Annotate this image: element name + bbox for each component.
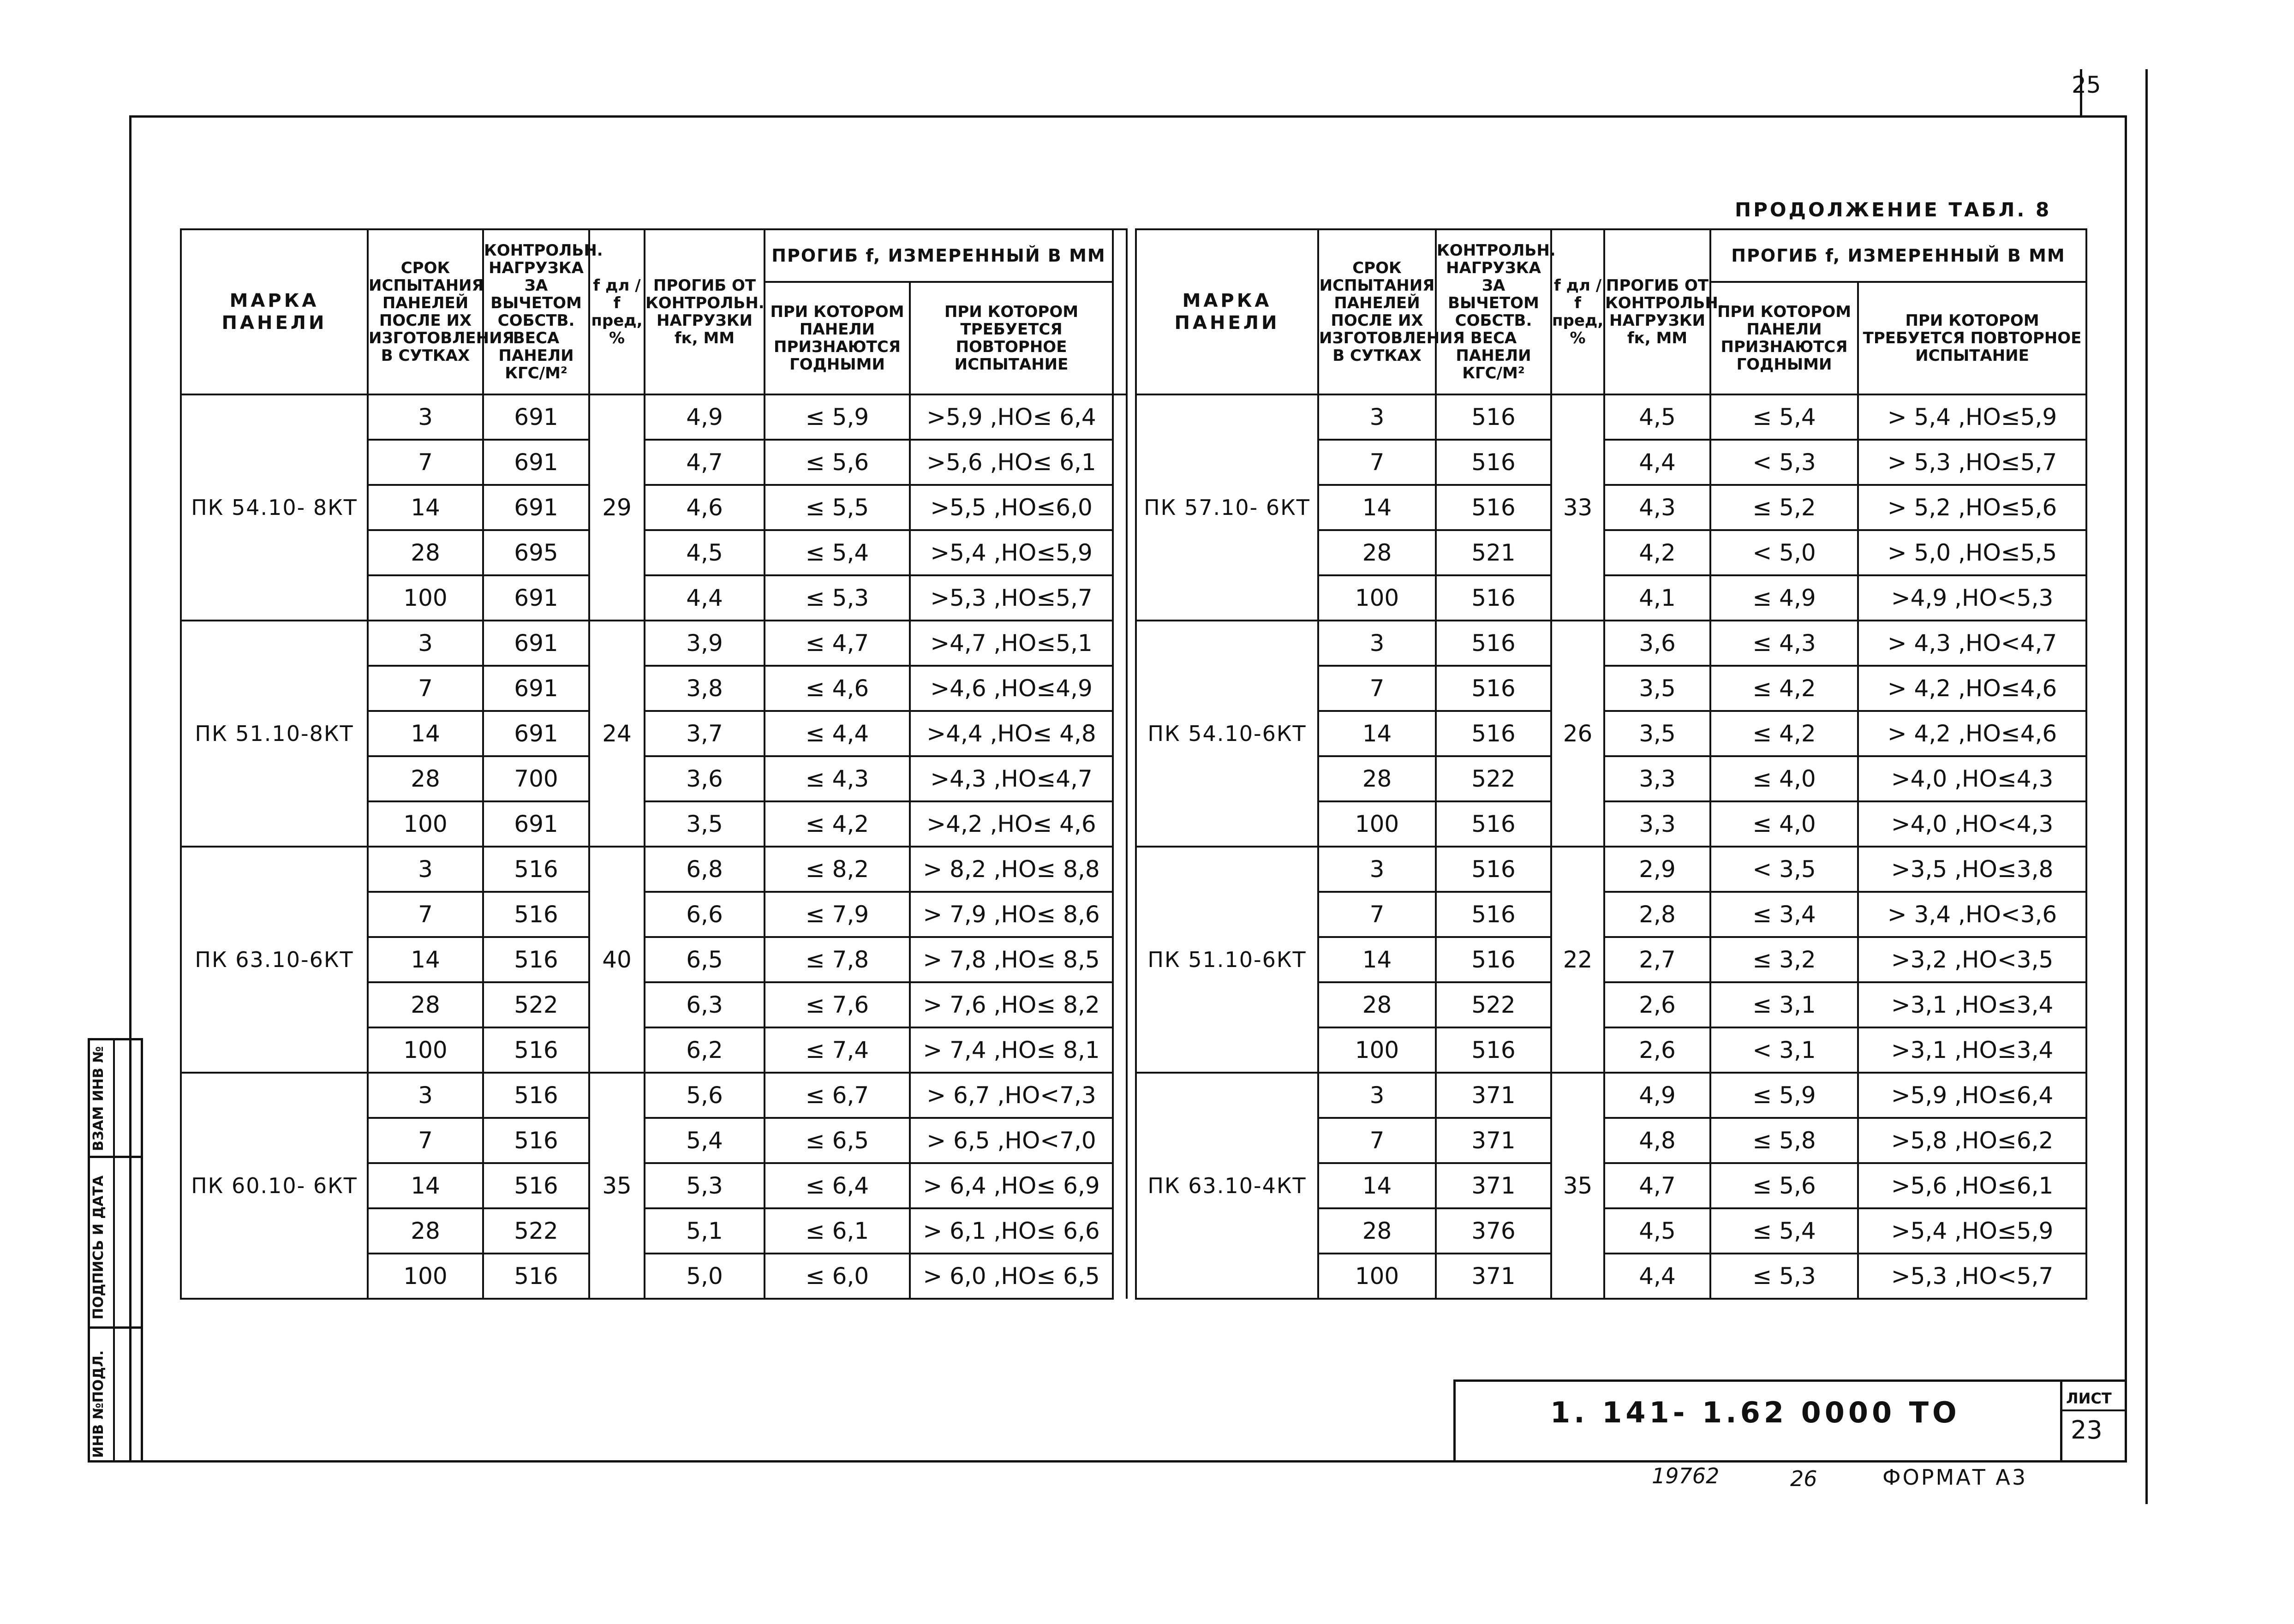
- good-cell: ≤ 4,2: [765, 801, 910, 847]
- load-cell: 516: [483, 847, 589, 892]
- retest-cell: >4,0 ,НО<4,3: [1858, 801, 2086, 847]
- deflection-cell: 2,9: [1604, 847, 1710, 892]
- table-gap: [1113, 394, 1127, 440]
- good-cell: ≤ 3,2: [1710, 937, 1858, 982]
- panel-mark: ПК 51.10-6КТ: [1136, 847, 1318, 1073]
- good-cell: ≤ 5,4: [765, 530, 910, 575]
- deflection-cell: 3,3: [1604, 801, 1710, 847]
- stamp-top: [88, 1038, 143, 1040]
- ratio-cell: 33: [1551, 394, 1604, 621]
- header-measured: ПРОГИБ f, ИЗМЕРЕННЫЙ В ММ: [765, 229, 1113, 282]
- table-gap: [1113, 621, 1127, 666]
- retest-cell: >5,6 ,НО≤6,1: [1858, 1163, 2086, 1208]
- frame-bottom: [88, 1460, 2127, 1463]
- retest-cell: > 6,0 ,НО≤ 6,5: [910, 1254, 1113, 1299]
- retest-cell: > 7,4 ,НО≤ 8,1: [910, 1027, 1113, 1073]
- load-cell: 691: [483, 440, 589, 485]
- good-cell: ≤ 6,5: [765, 1118, 910, 1163]
- deflection-cell: 4,6: [645, 485, 765, 530]
- load-cell: 522: [1436, 756, 1551, 801]
- stamp-right: [141, 1038, 143, 1463]
- deflection-cell: 5,6: [645, 1073, 765, 1118]
- table-caption: ПРОДОЛЖЕНИЕ ТАБЛ. 8: [1735, 198, 2052, 221]
- good-cell: ≤ 5,8: [1710, 1118, 1858, 1163]
- load-cell: 691: [483, 575, 589, 621]
- header-mark: МАРКА ПАНЕЛИ: [181, 229, 368, 394]
- panel-mark: ПК 63.10-6КТ: [181, 847, 368, 1073]
- deflection-cell: 6,5: [645, 937, 765, 982]
- deflection-cell: 3,6: [1604, 621, 1710, 666]
- retest-cell: >3,5 ,НО≤3,8: [1858, 847, 2086, 892]
- term-cell: 14: [368, 937, 483, 982]
- good-cell: ≤ 4,0: [1710, 756, 1858, 801]
- deflection-cell: 4,5: [1604, 1208, 1710, 1254]
- load-cell: 371: [1436, 1073, 1551, 1118]
- table-gap: [1113, 1208, 1127, 1254]
- sheet-value: 23: [2071, 1415, 2103, 1445]
- retest-cell: > 6,1 ,НО≤ 6,6: [910, 1208, 1113, 1254]
- term-cell: 100: [1318, 801, 1436, 847]
- term-cell: 28: [368, 1208, 483, 1254]
- table-left-body: [181, 394, 1127, 1299]
- retest-cell: >4,4 ,НО≤ 4,8: [910, 711, 1113, 756]
- ratio-cell: 35: [589, 1073, 645, 1299]
- deflection-cell: 4,7: [645, 440, 765, 485]
- header-mark: МАРКА ПАНЕЛИ: [1136, 229, 1318, 394]
- load-cell: 516: [1436, 440, 1551, 485]
- term-cell: 100: [1318, 1027, 1436, 1073]
- good-cell: < 3,1: [1710, 1027, 1858, 1073]
- retest-cell: > 5,4 ,НО≤5,9: [1858, 394, 2086, 440]
- retest-cell: > 6,4 ,НО≤ 6,9: [910, 1163, 1113, 1208]
- deflection-cell: 4,3: [1604, 485, 1710, 530]
- term-cell: 7: [1318, 666, 1436, 711]
- header-deflection: ПРОГИБ ОТ КОНТРОЛЬН. НАГРУЗКИ fк, ММ: [645, 229, 765, 394]
- deflection-cell: 2,8: [1604, 892, 1710, 937]
- retest-cell: > 4,2 ,НО≤4,6: [1858, 711, 2086, 756]
- good-cell: ≤ 5,4: [1710, 394, 1858, 440]
- load-cell: 516: [1436, 892, 1551, 937]
- header-ratio: f дл / f пред, %: [589, 229, 645, 394]
- good-cell: ≤ 7,6: [765, 982, 910, 1027]
- term-cell: 100: [368, 575, 483, 621]
- deflection-cell: 4,4: [1604, 440, 1710, 485]
- deflection-cell: 4,5: [645, 530, 765, 575]
- deflection-cell: 5,0: [645, 1254, 765, 1299]
- good-cell: ≤ 6,0: [765, 1254, 910, 1299]
- term-cell: 28: [1318, 756, 1436, 801]
- panel-mark: ПК 57.10- 6КТ: [1136, 394, 1318, 621]
- good-cell: ≤ 5,3: [765, 575, 910, 621]
- deflection-cell: 4,4: [1604, 1254, 1710, 1299]
- term-cell: 100: [368, 801, 483, 847]
- stamp-div2: [88, 1326, 143, 1329]
- term-cell: 3: [1318, 621, 1436, 666]
- good-cell: ≤ 5,4: [1710, 1208, 1858, 1254]
- retest-cell: >5,4 ,НО≤5,9: [1858, 1208, 2086, 1254]
- deflection-cell: 5,4: [645, 1118, 765, 1163]
- term-cell: 14: [1318, 485, 1436, 530]
- load-cell: 522: [1436, 982, 1551, 1027]
- load-cell: 691: [483, 711, 589, 756]
- stamp-label-inv: ИНВ №ПОДЛ.: [90, 1350, 107, 1458]
- term-cell: 100: [1318, 1254, 1436, 1299]
- deflection-cell: 6,6: [645, 892, 765, 937]
- retest-cell: >4,6 ,НО≤4,9: [910, 666, 1113, 711]
- term-cell: 7: [1318, 1118, 1436, 1163]
- load-cell: 516: [483, 1073, 589, 1118]
- good-cell: < 5,0: [1710, 530, 1858, 575]
- titleblock-left: [1453, 1379, 1456, 1463]
- retest-cell: >4,2 ,НО≤ 4,6: [910, 801, 1113, 847]
- table-gap: [1113, 530, 1127, 575]
- titleblock-top: [1453, 1379, 2127, 1382]
- load-cell: 691: [483, 394, 589, 440]
- table-gap: [1113, 711, 1127, 756]
- retest-cell: >5,8 ,НО≤6,2: [1858, 1118, 2086, 1163]
- load-cell: 516: [483, 1163, 589, 1208]
- table-row: [181, 847, 1127, 892]
- header-load: КОНТРОЛЬН. НАГРУЗКА ЗА ВЫЧЕТОМ СОБСТВ. ВЕСА ПАНЕЛИ КГС/М²: [483, 229, 589, 394]
- retest-cell: > 3,4 ,НО<3,6: [1858, 892, 2086, 937]
- table-gap: [1113, 847, 1127, 892]
- sheet-label: ЛИСТ: [2066, 1390, 2112, 1407]
- load-cell: 516: [1436, 801, 1551, 847]
- table-gap: [1113, 892, 1127, 937]
- load-cell: 371: [1436, 1118, 1551, 1163]
- load-cell: 516: [483, 892, 589, 937]
- header-retest: ПРИ КОТОРОМ ТРЕБУЕТСЯ ПОВТОРНОЕ ИСПЫТАНИЕ: [1858, 282, 2086, 394]
- deflection-cell: 4,5: [1604, 394, 1710, 440]
- good-cell: ≤ 5,9: [765, 394, 910, 440]
- load-cell: 371: [1436, 1254, 1551, 1299]
- load-cell: 516: [1436, 666, 1551, 711]
- term-cell: 14: [1318, 711, 1436, 756]
- header-good: ПРИ КОТОРОМ ПАНЕЛИ ПРИЗНАЮТСЯ ГОДНЫМИ: [1710, 282, 1858, 394]
- deflection-cell: 6,3: [645, 982, 765, 1027]
- term-cell: 3: [368, 847, 483, 892]
- table-gap: [1113, 1027, 1127, 1073]
- load-cell: 516: [1436, 575, 1551, 621]
- header-term: СРОК ИСПЫТАНИЯ ПАНЕЛЕЙ ПОСЛЕ ИХ ИЗГОТОВЛЕНИЯ В СУТКАХ: [1318, 229, 1436, 394]
- deflection-cell: 2,6: [1604, 1027, 1710, 1073]
- good-cell: ≤ 4,7: [765, 621, 910, 666]
- deflection-cell: 3,5: [1604, 666, 1710, 711]
- frame-right: [2125, 115, 2127, 1463]
- retest-cell: >4,0 ,НО≤4,3: [1858, 756, 2086, 801]
- term-cell: 3: [368, 621, 483, 666]
- term-cell: 14: [1318, 937, 1436, 982]
- header-retest: ПРИ КОТОРОМ ТРЕБУЕТСЯ ПОВТОРНОЕ ИСПЫТАНИЕ: [910, 282, 1113, 394]
- stamp-label-sign: ПОДПИСЬ И ДАТА: [90, 1175, 107, 1320]
- good-cell: ≤ 7,4: [765, 1027, 910, 1073]
- deflection-cell: 3,8: [645, 666, 765, 711]
- load-cell: 700: [483, 756, 589, 801]
- table-row: [1136, 621, 2086, 666]
- load-cell: 516: [1436, 847, 1551, 892]
- stamp-mid: [113, 1038, 115, 1463]
- retest-cell: >5,6 ,НО≤ 6,1: [910, 440, 1113, 485]
- stamp-div1: [88, 1156, 143, 1158]
- good-cell: ≤ 5,5: [765, 485, 910, 530]
- retest-cell: > 6,5 ,НО<7,0: [910, 1118, 1113, 1163]
- load-cell: 516: [483, 1027, 589, 1073]
- stamp-left: [88, 1038, 90, 1463]
- term-cell: 7: [1318, 892, 1436, 937]
- table-row: [1136, 847, 2086, 892]
- panel-mark: ПК 51.10-8КТ: [181, 621, 368, 847]
- retest-cell: >5,3 ,НО<5,7: [1858, 1254, 2086, 1299]
- header-ratio: f дл / f пред, %: [1551, 229, 1604, 394]
- deflection-cell: 3,7: [645, 711, 765, 756]
- good-cell: ≤ 5,2: [1710, 485, 1858, 530]
- retest-cell: > 5,0 ,НО≤5,5: [1858, 530, 2086, 575]
- deflection-cell: 4,9: [1604, 1073, 1710, 1118]
- term-cell: 28: [1318, 982, 1436, 1027]
- good-cell: ≤ 5,6: [765, 440, 910, 485]
- load-cell: 516: [1436, 485, 1551, 530]
- load-cell: 516: [1436, 711, 1551, 756]
- titleblock-sheet-line: [2060, 1409, 2127, 1411]
- panel-mark: ПК 54.10- 8КТ: [181, 394, 368, 621]
- table-row: [1136, 1073, 2086, 1118]
- term-cell: 3: [368, 1073, 483, 1118]
- good-cell: ≤ 5,9: [1710, 1073, 1858, 1118]
- good-cell: ≤ 6,7: [765, 1073, 910, 1118]
- good-cell: ≤ 3,4: [1710, 892, 1858, 937]
- retest-cell: > 4,3 ,НО<4,7: [1858, 621, 2086, 666]
- load-cell: 516: [483, 937, 589, 982]
- term-cell: 3: [1318, 394, 1436, 440]
- retest-cell: >4,3 ,НО≤4,7: [910, 756, 1113, 801]
- good-cell: ≤ 6,4: [765, 1163, 910, 1208]
- load-cell: 516: [483, 1118, 589, 1163]
- format-label: ФОРМАТ А3: [1882, 1465, 2028, 1490]
- table-gap: [1113, 575, 1127, 621]
- good-cell: ≤ 5,3: [1710, 1254, 1858, 1299]
- load-cell: 522: [483, 1208, 589, 1254]
- deflection-cell: 4,8: [1604, 1118, 1710, 1163]
- retest-cell: >5,5 ,НО≤6,0: [910, 485, 1113, 530]
- frame-left: [129, 115, 131, 1463]
- deflection-cell: 4,2: [1604, 530, 1710, 575]
- good-cell: ≤ 7,8: [765, 937, 910, 982]
- table-row: [1136, 394, 2086, 440]
- deflection-cell: 5,3: [645, 1163, 765, 1208]
- term-cell: 3: [1318, 847, 1436, 892]
- retest-cell: >5,9 ,НО≤6,4: [1858, 1073, 2086, 1118]
- retest-cell: > 4,2 ,НО≤4,6: [1858, 666, 2086, 711]
- term-cell: 28: [1318, 530, 1436, 575]
- table-right: [1135, 228, 2087, 1300]
- retest-cell: >3,1 ,НО≤3,4: [1858, 1027, 2086, 1073]
- deflection-cell: 6,2: [645, 1027, 765, 1073]
- table-gap: [1113, 1254, 1127, 1299]
- header-load: КОНТРОЛЬН. НАГРУЗКА ЗА ВЫЧЕТОМ СОБСТВ. ВЕСА ПАНЕЛИ КГС/М²: [1436, 229, 1551, 394]
- table-gap: [1113, 1073, 1127, 1118]
- term-cell: 3: [1318, 1073, 1436, 1118]
- load-cell: 691: [483, 621, 589, 666]
- header-deflection: ПРОГИБ ОТ КОНТРОЛЬН. НАГРУЗКИ fк, ММ: [1604, 229, 1710, 394]
- header-measured: ПРОГИБ f, ИЗМЕРЕННЫЙ В ММ: [1710, 229, 2086, 282]
- table-row: [181, 394, 1127, 440]
- stamp-label-vzam: ВЗАМ ИНВ №: [90, 1046, 107, 1151]
- ratio-cell: 35: [1551, 1073, 1604, 1299]
- deflection-cell: 5,1: [645, 1208, 765, 1254]
- table-gap: [1113, 937, 1127, 982]
- ratio-cell: 40: [589, 847, 645, 1073]
- retest-cell: > 7,9 ,НО≤ 8,6: [910, 892, 1113, 937]
- ratio-cell: 22: [1551, 847, 1604, 1073]
- term-cell: 7: [368, 892, 483, 937]
- term-cell: 100: [368, 1254, 483, 1299]
- handwritten-number: 19762: [1652, 1463, 1720, 1488]
- load-cell: 516: [1436, 394, 1551, 440]
- retest-cell: > 6,7 ,НО<7,3: [910, 1073, 1113, 1118]
- good-cell: ≤ 7,9: [765, 892, 910, 937]
- table-gap: [1113, 440, 1127, 485]
- trim-line: [2145, 69, 2148, 1504]
- retest-cell: > 8,2 ,НО≤ 8,8: [910, 847, 1113, 892]
- retest-cell: > 5,2 ,НО≤5,6: [1858, 485, 2086, 530]
- retest-cell: >4,7 ,НО≤5,1: [910, 621, 1113, 666]
- table-gap: [1113, 1163, 1127, 1208]
- good-cell: < 3,5: [1710, 847, 1858, 892]
- deflection-cell: 4,1: [1604, 575, 1710, 621]
- term-cell: 100: [1318, 575, 1436, 621]
- deflection-cell: 3,3: [1604, 756, 1710, 801]
- table-row: [181, 1073, 1127, 1118]
- good-cell: ≤ 4,0: [1710, 801, 1858, 847]
- term-cell: 100: [368, 1027, 483, 1073]
- table-gap: [1113, 229, 1127, 394]
- term-cell: 7: [1318, 440, 1436, 485]
- good-cell: ≤ 4,6: [765, 666, 910, 711]
- deflection-cell: 3,6: [645, 756, 765, 801]
- table-gap: [1113, 1118, 1127, 1163]
- header-good: ПРИ КОТОРОМ ПАНЕЛИ ПРИЗНАЮТСЯ ГОДНЫМИ: [765, 282, 910, 394]
- handwritten-number-2: 26: [1790, 1466, 1817, 1491]
- load-cell: 516: [1436, 1027, 1551, 1073]
- titleblock-sheet-divider: [2060, 1379, 2062, 1463]
- retest-cell: >4,9 ,НО<5,3: [1858, 575, 2086, 621]
- good-cell: ≤ 8,2: [765, 847, 910, 892]
- deflection-cell: 3,5: [645, 801, 765, 847]
- table-gap: [1113, 485, 1127, 530]
- good-cell: ≤ 4,2: [1710, 711, 1858, 756]
- term-cell: 7: [368, 1118, 483, 1163]
- term-cell: 28: [1318, 1208, 1436, 1254]
- load-cell: 691: [483, 666, 589, 711]
- good-cell: < 5,3: [1710, 440, 1858, 485]
- load-cell: 516: [1436, 937, 1551, 982]
- table-gap: [1113, 756, 1127, 801]
- retest-cell: > 7,6 ,НО≤ 8,2: [910, 982, 1113, 1027]
- good-cell: ≤ 4,2: [1710, 666, 1858, 711]
- load-cell: 691: [483, 485, 589, 530]
- term-cell: 14: [1318, 1163, 1436, 1208]
- ratio-cell: 24: [589, 621, 645, 847]
- term-cell: 14: [368, 711, 483, 756]
- good-cell: ≤ 3,1: [1710, 982, 1858, 1027]
- deflection-cell: 4,7: [1604, 1163, 1710, 1208]
- header-term: СРОК ИСПЫТАНИЯ ПАНЕЛЕЙ ПОСЛЕ ИХ ИЗГОТОВЛЕНИЯ В СУТКАХ: [368, 229, 483, 394]
- retest-cell: > 5,3 ,НО≤5,7: [1858, 440, 2086, 485]
- ratio-cell: 29: [589, 394, 645, 621]
- load-cell: 376: [1436, 1208, 1551, 1254]
- retest-cell: >3,2 ,НО<3,5: [1858, 937, 2086, 982]
- load-cell: 516: [1436, 621, 1551, 666]
- load-cell: 691: [483, 801, 589, 847]
- good-cell: ≤ 4,4: [765, 711, 910, 756]
- table-left: [180, 228, 1128, 1300]
- load-cell: 371: [1436, 1163, 1551, 1208]
- sheet-number: 25: [2072, 72, 2101, 98]
- term-cell: 28: [368, 530, 483, 575]
- deflection-cell: 4,9: [645, 394, 765, 440]
- frame-top: [129, 115, 2127, 118]
- deflection-cell: 4,4: [645, 575, 765, 621]
- deflection-cell: 2,6: [1604, 982, 1710, 1027]
- deflection-cell: 3,9: [645, 621, 765, 666]
- deflection-cell: 2,7: [1604, 937, 1710, 982]
- load-cell: 695: [483, 530, 589, 575]
- retest-cell: >5,4 ,НО≤5,9: [910, 530, 1113, 575]
- term-cell: 7: [368, 440, 483, 485]
- panel-mark: ПК 54.10-6КТ: [1136, 621, 1318, 847]
- ratio-cell: 26: [1551, 621, 1604, 847]
- panel-mark: ПК 63.10-4КТ: [1136, 1073, 1318, 1299]
- retest-cell: > 7,8 ,НО≤ 8,5: [910, 937, 1113, 982]
- retest-cell: >3,1 ,НО≤3,4: [1858, 982, 2086, 1027]
- term-cell: 7: [368, 666, 483, 711]
- good-cell: ≤ 4,3: [1710, 621, 1858, 666]
- table-gap: [1113, 982, 1127, 1027]
- load-cell: 516: [483, 1254, 589, 1299]
- panel-mark: ПК 60.10- 6КТ: [181, 1073, 368, 1299]
- retest-cell: >5,9 ,НО≤ 6,4: [910, 394, 1113, 440]
- term-cell: 28: [368, 756, 483, 801]
- deflection-cell: 6,8: [645, 847, 765, 892]
- good-cell: ≤ 5,6: [1710, 1163, 1858, 1208]
- term-cell: 28: [368, 982, 483, 1027]
- table-gap: [1113, 801, 1127, 847]
- deflection-cell: 3,5: [1604, 711, 1710, 756]
- document-code: 1. 141- 1.62 0000 ТО: [1550, 1396, 1960, 1429]
- good-cell: ≤ 4,9: [1710, 575, 1858, 621]
- table-row: [181, 621, 1127, 666]
- term-cell: 14: [368, 1163, 483, 1208]
- good-cell: ≤ 6,1: [765, 1208, 910, 1254]
- term-cell: 14: [368, 485, 483, 530]
- good-cell: ≤ 4,3: [765, 756, 910, 801]
- term-cell: 3: [368, 394, 483, 440]
- table-right-body: [1136, 394, 2086, 1299]
- retest-cell: >5,3 ,НО≤5,7: [910, 575, 1113, 621]
- table-gap: [1113, 666, 1127, 711]
- load-cell: 522: [483, 982, 589, 1027]
- load-cell: 521: [1436, 530, 1551, 575]
